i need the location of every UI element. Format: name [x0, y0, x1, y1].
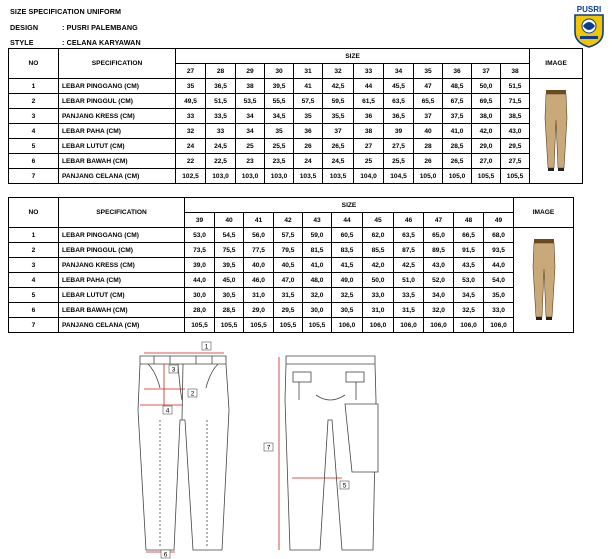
measurement-cell: 37: [323, 124, 354, 139]
svg-text:1: 1: [204, 343, 209, 351]
measurement-cell: 23: [236, 154, 265, 169]
measurement-cell: 53,5: [236, 94, 265, 109]
size-header-cell: 47: [424, 213, 454, 228]
measurement-cell: 42,0: [472, 124, 501, 139]
size-header-cell: 31: [294, 64, 323, 79]
row-specification: LEBAR LUTUT (CM): [59, 139, 176, 154]
row-specification: LEBAR PINGGUL (CM): [59, 94, 176, 109]
measurement-cell: 37,5: [443, 109, 472, 124]
size-header-cell: 33: [354, 64, 384, 79]
size-header-cell: 37: [472, 64, 501, 79]
measurement-cell: 77,5: [244, 243, 274, 258]
header-size: SIZE: [176, 49, 530, 64]
measurement-cell: 103,0: [265, 169, 294, 184]
measurement-cell: 106,0: [454, 318, 484, 333]
measurement-cell: 41: [294, 79, 323, 94]
measurement-cell: 106,0: [363, 318, 394, 333]
measurement-cell: 59,5: [323, 94, 354, 109]
measurement-cell: 32,0: [424, 303, 454, 318]
measurement-cell: 22,5: [206, 154, 236, 169]
size-header-cell: 46: [394, 213, 424, 228]
measurement-cell: 106,0: [424, 318, 454, 333]
measurement-cell: 69,5: [472, 94, 501, 109]
measurement-cell: 35: [265, 124, 294, 139]
measurement-cell: 103,0: [206, 169, 236, 184]
measurement-cell: 61,5: [354, 94, 384, 109]
measurement-cell: 30,5: [332, 303, 363, 318]
measurement-cell: 24: [294, 154, 323, 169]
svg-text:6: 6: [163, 551, 168, 559]
measurement-cell: 105,5: [244, 318, 274, 333]
row-specification: LEBAR LUTUT (CM): [59, 288, 185, 303]
svg-text:4: 4: [165, 407, 170, 415]
row-number: 6: [9, 303, 59, 318]
measurement-cell: 53,0: [185, 228, 215, 243]
measurement-cell: 105,5: [472, 169, 501, 184]
measurement-cell: 51,5: [501, 79, 530, 94]
size-header-cell: 49: [484, 213, 514, 228]
measurement-cell: 34,5: [454, 288, 484, 303]
measurement-cell: 34: [236, 124, 265, 139]
measurement-cell: 105,5: [215, 318, 244, 333]
measurement-cell: 73,5: [185, 243, 215, 258]
measurement-cell: 29,5: [274, 303, 303, 318]
measurement-cell: 39,5: [215, 258, 244, 273]
measurement-cell: 23,5: [265, 154, 294, 169]
measurement-cell: 57,5: [274, 228, 303, 243]
row-specification: PANJANG KRESS (CM): [59, 109, 176, 124]
measurement-cell: 35: [294, 109, 323, 124]
design-value: : PUSRI PALEMBANG: [62, 23, 138, 32]
header-image: IMAGE: [514, 198, 574, 228]
measurement-cell: 93,5: [484, 243, 514, 258]
svg-text:3: 3: [171, 366, 176, 374]
svg-text:5: 5: [342, 482, 347, 490]
measurement-cell: 46,0: [244, 273, 274, 288]
measurement-cell: 33,0: [363, 288, 394, 303]
measurement-cell: 33,0: [484, 303, 514, 318]
measurement-cell: 22: [176, 154, 206, 169]
measurement-cell: 103,0: [236, 169, 265, 184]
measurement-cell: 42,0: [363, 258, 394, 273]
size-header-cell: 43: [303, 213, 332, 228]
measurement-cell: 43,5: [454, 258, 484, 273]
measurement-cell: 27,5: [384, 139, 414, 154]
measurement-cell: 38: [236, 79, 265, 94]
size-header-cell: 36: [443, 64, 472, 79]
measurement-cell: 52,0: [424, 273, 454, 288]
measurement-cell: 105,5: [185, 318, 215, 333]
size-header-cell: 28: [206, 64, 236, 79]
measurement-cell: 35,5: [323, 109, 354, 124]
header-no: NO: [9, 49, 59, 79]
size-header-cell: 40: [215, 213, 244, 228]
measurement-cell: 29,0: [244, 303, 274, 318]
row-specification: LEBAR PINGGANG (CM): [59, 228, 185, 243]
size-header-cell: 38: [501, 64, 530, 79]
measurement-cell: 26,5: [443, 154, 472, 169]
measurement-cell: 71,5: [501, 94, 530, 109]
measurement-cell: 105,0: [414, 169, 443, 184]
measurement-cell: 55,5: [265, 94, 294, 109]
size-header-cell: 30: [265, 64, 294, 79]
measurement-cell: 33,5: [206, 109, 236, 124]
measurement-cell: 50,0: [363, 273, 394, 288]
measurement-cell: 105,0: [443, 169, 472, 184]
measurement-cell: 40,5: [274, 258, 303, 273]
measurement-cell: 36,5: [384, 109, 414, 124]
measurement-cell: 65,5: [414, 94, 443, 109]
measurement-cell: 102,5: [176, 169, 206, 184]
size-header-cell: 41: [244, 213, 274, 228]
design-label: DESIGN: [10, 23, 39, 32]
measurement-cell: 28: [414, 139, 443, 154]
row-specification: LEBAR PAHA (CM): [59, 273, 185, 288]
measurement-cell: 66,5: [454, 228, 484, 243]
measurement-cell: 56,0: [244, 228, 274, 243]
measurement-cell: 41,5: [332, 258, 363, 273]
measurement-cell: 54,5: [215, 228, 244, 243]
measurement-cell: 44,0: [484, 258, 514, 273]
measurement-cell: 104,5: [384, 169, 414, 184]
size-header-cell: 34: [384, 64, 414, 79]
svg-text:7: 7: [266, 444, 271, 452]
measurement-cell: 91,5: [454, 243, 484, 258]
measurement-cell: 51,5: [206, 94, 236, 109]
measurement-cell: 28,5: [443, 139, 472, 154]
measurement-cell: 79,5: [274, 243, 303, 258]
header-image: IMAGE: [530, 49, 583, 79]
measurement-cell: 27,5: [501, 154, 530, 169]
measurement-cell: 51,0: [394, 273, 424, 288]
measurement-cell: 41,0: [303, 258, 332, 273]
measurement-cell: 106,0: [332, 318, 363, 333]
measurement-cell: 75,5: [215, 243, 244, 258]
label-6: [161, 550, 170, 559]
measurement-cell: 54,0: [484, 273, 514, 288]
row-specification: LEBAR PAHA (CM): [59, 124, 176, 139]
measurement-cell: 33: [206, 124, 236, 139]
measurement-cell: 39: [384, 124, 414, 139]
measurement-cell: 34,0: [424, 288, 454, 303]
measurement-cell: 38,5: [501, 109, 530, 124]
style-label: STYLE: [10, 38, 34, 47]
row-specification: LEBAR PINGGUL (CM): [59, 243, 185, 258]
measurement-cell: 27,0: [472, 154, 501, 169]
header-specification: SPECIFICATION: [59, 198, 185, 228]
measurement-cell: 41,0: [443, 124, 472, 139]
measurement-cell: 47,0: [274, 273, 303, 288]
row-number: 3: [9, 258, 59, 273]
measurement-cell: 42,5: [394, 258, 424, 273]
measurement-cell: 37: [414, 109, 443, 124]
label-5: [340, 481, 349, 490]
measurement-cell: 24,5: [206, 139, 236, 154]
measurement-cell: 25: [354, 154, 384, 169]
measurement-cell: 62,0: [363, 228, 394, 243]
measurement-cell: 25,5: [265, 139, 294, 154]
measurement-cell: 45,0: [215, 273, 244, 288]
measurement-guides: [140, 353, 342, 552]
measurement-cell: 32,5: [332, 288, 363, 303]
measurement-cell: 24,5: [323, 154, 354, 169]
measurement-cell: 38: [354, 124, 384, 139]
row-specification: LEBAR BAWAH (CM): [59, 154, 176, 169]
measurement-cell: 26: [414, 154, 443, 169]
row-number: 1: [9, 79, 59, 94]
measurement-cell: 26,5: [323, 139, 354, 154]
measurement-cell: 44: [354, 79, 384, 94]
measurement-cell: 53,0: [454, 273, 484, 288]
measurement-cell: 31,0: [244, 288, 274, 303]
measurement-cell: 45,5: [384, 79, 414, 94]
measurement-cell: 25,5: [384, 154, 414, 169]
measurement-cell: 42,5: [323, 79, 354, 94]
row-number: 4: [9, 273, 59, 288]
measurement-cell: 57,5: [294, 94, 323, 109]
measurement-cell: 59,0: [303, 228, 332, 243]
measurement-cell: 63,5: [384, 94, 414, 109]
measurement-cell: 28,5: [215, 303, 244, 318]
measurement-cell: 27: [354, 139, 384, 154]
measurement-cell: 83,5: [332, 243, 363, 258]
measurement-cell: 30,0: [185, 288, 215, 303]
measurement-cell: 103,5: [294, 169, 323, 184]
measurement-cell: 44,0: [185, 273, 215, 288]
measurement-cell: 104,0: [354, 169, 384, 184]
measurement-cell: 43,0: [424, 258, 454, 273]
measurement-cell: 48,5: [443, 79, 472, 94]
measurement-cell: 40: [414, 124, 443, 139]
pants-back-view: [285, 356, 378, 550]
size-header-cell: 29: [236, 64, 265, 79]
measurement-cell: 29,5: [501, 139, 530, 154]
pants-front-view: [138, 356, 229, 550]
measurement-cell: 29,0: [472, 139, 501, 154]
measurement-cell: 105,5: [274, 318, 303, 333]
style-value: : CELANA KARYAWAN: [62, 38, 141, 47]
row-specification: LEBAR BAWAH (CM): [59, 303, 185, 318]
label-2: [188, 389, 197, 398]
size-header-cell: 27: [176, 64, 206, 79]
measurement-cell: 35: [176, 79, 206, 94]
measurement-cell: 43,0: [501, 124, 530, 139]
measurement-cell: 106,0: [484, 318, 514, 333]
svg-text:2: 2: [190, 390, 195, 398]
label-4: [163, 406, 172, 415]
size-header-cell: 44: [332, 213, 363, 228]
row-specification: PANJANG KRESS (CM): [59, 258, 185, 273]
document-title: SIZE SPECIFICATION UNIFORM: [10, 7, 122, 16]
measurement-cell: 32,5: [454, 303, 484, 318]
measurement-cell: 63,5: [394, 228, 424, 243]
measurement-cell: 85,5: [363, 243, 394, 258]
measurement-cell: 25: [236, 139, 265, 154]
row-number: 3: [9, 109, 59, 124]
measurement-cell: 33,5: [394, 288, 424, 303]
measurement-cell: 31,5: [274, 288, 303, 303]
measurement-cell: 65,0: [424, 228, 454, 243]
label-7: [264, 443, 273, 452]
measurement-cell: 105,5: [303, 318, 332, 333]
size-header-cell: 39: [185, 213, 215, 228]
header-size: SIZE: [185, 198, 514, 213]
measurement-cell: 30,0: [303, 303, 332, 318]
measurement-cell: 48,0: [303, 273, 332, 288]
measurement-cell: 32: [176, 124, 206, 139]
measurement-cell: 34,5: [265, 109, 294, 124]
measurement-cell: 31,5: [394, 303, 424, 318]
row-specification: PANJANG CELANA (CM): [59, 169, 176, 184]
measurement-cell: 105,5: [501, 169, 530, 184]
measurement-cell: 87,5: [394, 243, 424, 258]
measurement-cell: 47: [414, 79, 443, 94]
measurement-cell: 49,0: [332, 273, 363, 288]
size-header-cell: 48: [454, 213, 484, 228]
row-specification: LEBAR PINGGANG (CM): [59, 79, 176, 94]
label-1: [202, 342, 211, 351]
header-specification: SPECIFICATION: [59, 49, 176, 79]
measurement-cell: 36: [354, 109, 384, 124]
label-3: [169, 365, 178, 374]
size-header-cell: 42: [274, 213, 303, 228]
measurement-cell: 49,5: [176, 94, 206, 109]
measurement-cell: 33: [176, 109, 206, 124]
row-number: 5: [9, 139, 59, 154]
row-specification: PANJANG CELANA (CM): [59, 318, 185, 333]
measurement-labels: [161, 342, 349, 559]
measurement-cell: 81,5: [303, 243, 332, 258]
measurement-cell: 28,0: [185, 303, 215, 318]
measurement-cell: 30,5: [215, 288, 244, 303]
measurement-cell: 89,5: [424, 243, 454, 258]
size-header-cell: 32: [323, 64, 354, 79]
measurement-cell: 50,0: [472, 79, 501, 94]
measurement-cell: 68,0: [484, 228, 514, 243]
measurement-cell: 24: [176, 139, 206, 154]
measurement-cell: 36,5: [206, 79, 236, 94]
measurement-cell: 103,5: [323, 169, 354, 184]
measurement-cell: 40,0: [244, 258, 274, 273]
measurement-cell: 106,0: [394, 318, 424, 333]
measurement-cell: 39,5: [265, 79, 294, 94]
measurement-cell: 36: [294, 124, 323, 139]
size-header-cell: 45: [363, 213, 394, 228]
row-number: 5: [9, 288, 59, 303]
measurement-cell: 60,5: [332, 228, 363, 243]
measurement-cell: 39,0: [185, 258, 215, 273]
header-no: NO: [9, 198, 59, 228]
measurement-cell: 26: [294, 139, 323, 154]
row-number: 7: [9, 169, 59, 184]
logo-text: PUSRI: [576, 5, 602, 14]
measurement-cell: 32,0: [303, 288, 332, 303]
row-number: 6: [9, 154, 59, 169]
row-number: 4: [9, 124, 59, 139]
row-number: 2: [9, 243, 59, 258]
measurement-cell: 34: [236, 109, 265, 124]
measurement-cell: 31,0: [363, 303, 394, 318]
measurement-cell: 35,0: [484, 288, 514, 303]
measurement-cell: 38,0: [472, 109, 501, 124]
row-number: 2: [9, 94, 59, 109]
measurement-cell: 67,5: [443, 94, 472, 109]
size-header-cell: 35: [414, 64, 443, 79]
row-number: 7: [9, 318, 59, 333]
row-number: 1: [9, 228, 59, 243]
